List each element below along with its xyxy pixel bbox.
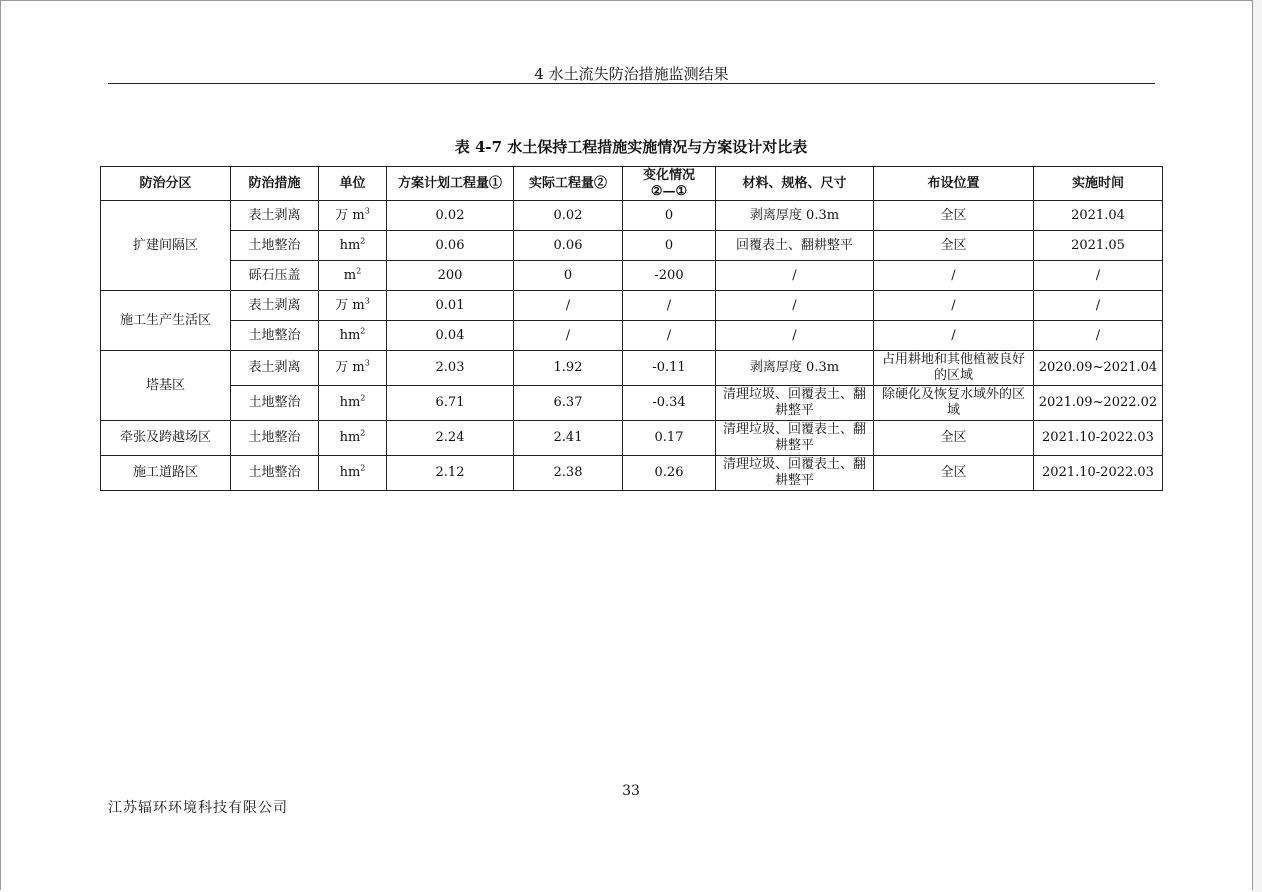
change-cell: -0.34 — [623, 386, 716, 421]
column-header-line: 变化情况 — [642, 167, 695, 183]
column-header: 防治分区 — [101, 167, 231, 201]
location-cell: 全区 — [874, 231, 1034, 261]
material-cell: 清理垃圾、回覆表土、翻耕整平 — [716, 456, 874, 491]
material-cell: 剥离厚度 0.3m — [716, 351, 874, 386]
actual-cell: 6.37 — [514, 386, 623, 421]
unit-cell: $hm^2$ — [319, 321, 387, 351]
table-header-row — [101, 167, 1163, 201]
change-cell: -0.11 — [623, 351, 716, 386]
comparison-table — [100, 166, 1163, 491]
table-row — [101, 291, 1163, 321]
actual-cell: 2.38 — [514, 456, 623, 491]
table-row — [101, 231, 1163, 261]
page-number: 33 — [622, 783, 640, 799]
column-header: 布设位置 — [874, 167, 1034, 201]
measure-cell: 土地整治 — [231, 231, 319, 261]
actual-cell: 0 — [514, 261, 623, 291]
change-cell: / — [623, 321, 716, 351]
unit-cell: 万 $m^3$ — [319, 291, 387, 321]
measure-cell: 表土剥离 — [231, 201, 319, 231]
time-cell: / — [1034, 261, 1163, 291]
location-cell: 占用耕地和其他植被良好的区域 — [874, 351, 1034, 386]
column-header: 材料、规格、尺寸 — [716, 167, 874, 201]
zone-cell: 施工道路区 — [101, 456, 231, 491]
table-title: 表 4-7 水土保持工程措施实施情况与方案设计对比表 — [454, 138, 808, 156]
unit-cell: $hm^2$ — [319, 386, 387, 421]
table-row — [101, 261, 1163, 291]
time-cell: 2021.10-2022.03 — [1034, 456, 1163, 491]
measure-cell: 表土剥离 — [231, 291, 319, 321]
table-row — [101, 321, 1163, 351]
measure-cell: 表土剥离 — [231, 351, 319, 386]
column-header: 防治措施 — [231, 167, 319, 201]
table-row — [101, 201, 1163, 231]
time-cell: 2021.10-2022.03 — [1034, 421, 1163, 456]
column-header-line: ②—① — [650, 183, 688, 199]
measure-cell: 土地整治 — [231, 386, 319, 421]
table-row — [101, 386, 1163, 421]
measure-cell: 土地整治 — [231, 456, 319, 491]
unit-cell: $hm^2$ — [319, 421, 387, 456]
measure-cell: 土地整治 — [231, 321, 319, 351]
zone-cell: 牵张及跨越场区 — [101, 421, 231, 456]
planned-cell: 6.71 — [387, 386, 514, 421]
company-name: 江苏辐环环境科技有限公司 — [108, 800, 288, 816]
change-cell: 0 — [623, 231, 716, 261]
planned-cell: 0.02 — [387, 201, 514, 231]
planned-cell: 2.24 — [387, 421, 514, 456]
unit-cell: $m^2$ — [319, 261, 387, 291]
location-cell: 除硬化及恢复水域外的区域 — [874, 386, 1034, 421]
material-cell: 剥离厚度 0.3m — [716, 201, 874, 231]
header-rule — [108, 83, 1155, 84]
planned-cell: 2.03 — [387, 351, 514, 386]
planned-cell: 0.04 — [387, 321, 514, 351]
planned-cell: 0.01 — [387, 291, 514, 321]
actual-cell: 0.02 — [514, 201, 623, 231]
change-cell: 0.26 — [623, 456, 716, 491]
location-cell: / — [874, 321, 1034, 351]
unit-cell: $hm^2$ — [319, 456, 387, 491]
unit-cell: 万 $m^3$ — [319, 201, 387, 231]
material-cell: 回覆表土、翻耕整平 — [716, 231, 874, 261]
column-header: 方案计划工程量① — [387, 167, 514, 201]
column-header: 实际工程量② — [514, 167, 623, 201]
time-cell: / — [1034, 321, 1163, 351]
actual-cell: 2.41 — [514, 421, 623, 456]
location-cell: 全区 — [874, 201, 1034, 231]
time-cell: 2021.04 — [1034, 201, 1163, 231]
time-cell: 2021.09~2022.02 — [1034, 386, 1163, 421]
material-cell: / — [716, 291, 874, 321]
planned-cell: 200 — [387, 261, 514, 291]
time-cell: / — [1034, 291, 1163, 321]
actual-cell: 0.06 — [514, 231, 623, 261]
table-row — [101, 456, 1163, 491]
unit-cell: $hm^2$ — [319, 231, 387, 261]
location-cell: 全区 — [874, 421, 1034, 456]
zone-cell: 扩建间隔区 — [101, 201, 231, 291]
material-cell: 清理垃圾、回覆表土、翻耕整平 — [716, 421, 874, 456]
zone-cell: 塔基区 — [101, 351, 231, 421]
location-cell: / — [874, 261, 1034, 291]
table-row — [101, 421, 1163, 456]
actual-cell: / — [514, 321, 623, 351]
column-header — [623, 167, 716, 201]
planned-cell: 0.06 — [387, 231, 514, 261]
change-cell: / — [623, 291, 716, 321]
material-cell: 清理垃圾、回覆表土、翻耕整平 — [716, 386, 874, 421]
time-cell: 2020.09~2021.04 — [1034, 351, 1163, 386]
measure-cell: 砾石压盖 — [231, 261, 319, 291]
material-cell: / — [716, 321, 874, 351]
measure-cell: 土地整治 — [231, 421, 319, 456]
change-cell: 0 — [623, 201, 716, 231]
column-header: 单位 — [319, 167, 387, 201]
location-cell: / — [874, 291, 1034, 321]
change-cell: 0.17 — [623, 421, 716, 456]
material-cell: / — [716, 261, 874, 291]
table-row — [101, 351, 1163, 386]
change-cell: -200 — [623, 261, 716, 291]
actual-cell: / — [514, 291, 623, 321]
unit-cell: 万 $m^3$ — [319, 351, 387, 386]
actual-cell: 1.92 — [514, 351, 623, 386]
page-header: 4 水土流失防治措施监测结果 — [534, 65, 729, 83]
zone-cell: 施工生产生活区 — [101, 291, 231, 351]
location-cell: 全区 — [874, 456, 1034, 491]
page-edge — [1253, 0, 1262, 892]
time-cell: 2021.05 — [1034, 231, 1163, 261]
planned-cell: 2.12 — [387, 456, 514, 491]
column-header: 实施时间 — [1034, 167, 1163, 201]
